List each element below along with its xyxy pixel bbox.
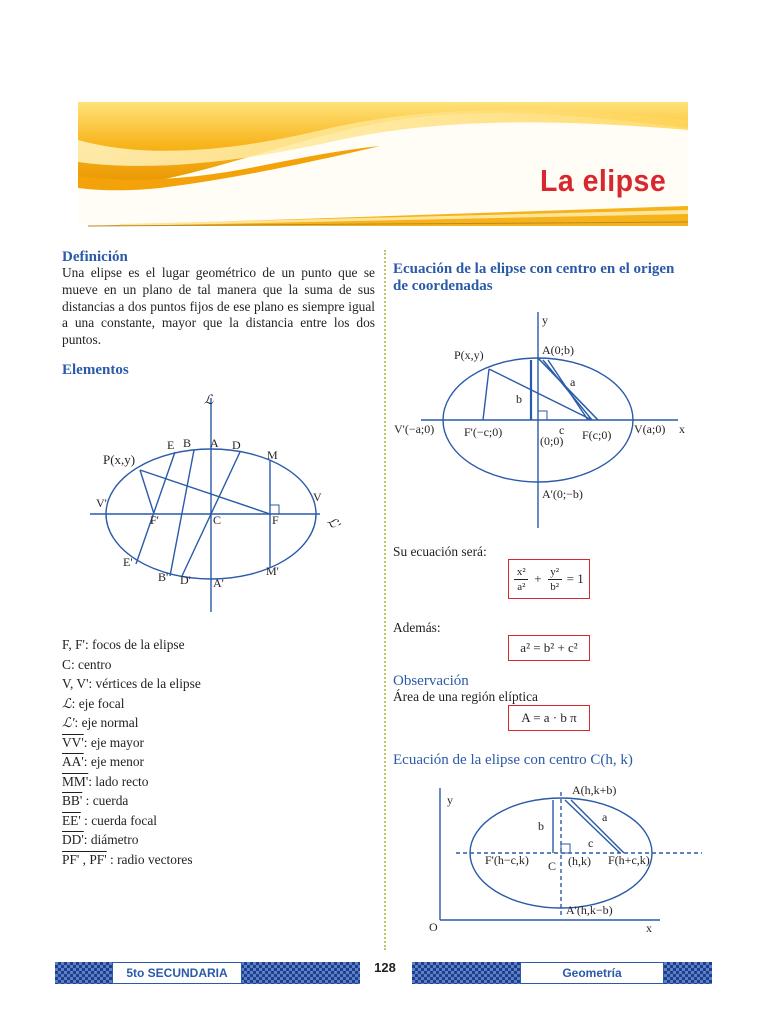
observation-text: Área de una región elíptica [393, 689, 538, 704]
list-item: C: centro [62, 656, 112, 672]
label-c-center: C [548, 859, 557, 873]
label-a-prime: A' [213, 576, 224, 590]
relation-box: a² = b² + c² [508, 635, 590, 661]
label-hk: (h,k) [568, 854, 591, 868]
eq-b-den: b² [550, 580, 560, 593]
label-a: a [602, 810, 608, 824]
label-x: x [679, 422, 685, 436]
label-f-left: F' [150, 513, 159, 527]
label-b: b [516, 392, 522, 406]
label-l-normal: ℒ' [324, 513, 344, 533]
eq-equals: = 1 [566, 571, 584, 586]
list-item: EE' : cuerda focal [62, 812, 157, 828]
label-c-small: c [588, 836, 594, 850]
ellipse-elements-diagram [80, 390, 370, 620]
label-f-right: F(c;0) [582, 428, 612, 442]
radius-pf-prime [483, 369, 489, 420]
label-f-left: F'(−c;0) [464, 425, 503, 439]
elements-heading: Elementos [62, 362, 129, 378]
right-angle-mark [561, 844, 570, 853]
definition-heading: Definición [62, 249, 128, 265]
label-v-right: V(a;0) [634, 422, 666, 436]
label-c: c [559, 423, 565, 437]
list-item: MM': lado recto [62, 773, 149, 789]
label-a-top: A(0;b) [542, 343, 574, 357]
eq-x-num: x² [516, 565, 526, 578]
list-item: V, V': vértices de la elipse [62, 676, 201, 691]
list-item: DD': diámetro [62, 832, 139, 847]
eq-plus: + [534, 571, 542, 586]
ellipse-center-diagram [420, 778, 710, 938]
label-x: x [646, 921, 652, 935]
radius-pf-prime [140, 470, 154, 514]
page-title: La elipse [540, 163, 667, 198]
list-item: F, F': focos de la elipse [62, 637, 185, 652]
center-equation-heading: Ecuación de la elipse con centro C(h, k) [393, 752, 633, 768]
label-origin: (0;0) [540, 434, 564, 448]
origin-equation-heading: Ecuación de la elipse con centro en el origen de coordenadas [393, 261, 675, 294]
label-a-bottom: A'(h,k−b) [566, 903, 613, 917]
label-v-left: V' [96, 496, 107, 510]
ellipse-origin-diagram [393, 308, 703, 533]
definition-text: Una elipse es el lugar geométrico de un punto que se mueve en un plano de tal manera que la suma de sus distancias a dos puntos fijos de ese plano es siempre igual a una constante, mayor que la distancia entre los dos puntos. [62, 265, 375, 348]
list-item: ℒ: eje focal [62, 695, 125, 711]
label-p: P(x,y) [454, 348, 484, 362]
label-a-bottom: A'(0;−b) [542, 487, 583, 501]
label-o: O [429, 920, 438, 934]
label-d-prime: D' [180, 573, 191, 587]
label-y: y [447, 793, 453, 807]
label-e-prime: E' [123, 555, 133, 569]
label-p: P(x,y) [103, 452, 136, 467]
ademas-label: Además: [393, 620, 441, 635]
equation-label: Su ecuación será: [393, 544, 487, 559]
radius-pf [140, 470, 270, 514]
page-number: 128 [374, 960, 396, 975]
list-item: PF' , PF' : radio vectores [62, 851, 193, 867]
label-v-right: V [313, 490, 322, 504]
elements-list [62, 637, 201, 868]
label-a: a [570, 375, 576, 389]
chord-ee [136, 452, 175, 564]
ellipse-equation-box [508, 559, 590, 599]
label-b: b [538, 819, 544, 833]
list-item: ℒ': eje normal [62, 715, 139, 730]
header-banner [0, 0, 768, 240]
area-formula-box: A = a · b π [508, 705, 590, 731]
label-b: B [183, 436, 192, 450]
eq-a-den: a² [517, 580, 526, 593]
label-a-top: A(h,k+b) [572, 783, 617, 797]
label-c: C [213, 513, 222, 527]
eq-y-num: y² [550, 565, 560, 578]
label-e: E [167, 438, 175, 452]
right-angle-mark [538, 411, 547, 420]
label-a: A [210, 436, 219, 450]
label-v-left: V'(−a;0) [394, 422, 435, 436]
label-d: D [232, 438, 241, 452]
footer-grade-label: 5to SECUNDARIA [112, 962, 242, 984]
label-m: M [267, 448, 278, 462]
label-f-left: F'(h−c,k) [485, 853, 529, 867]
list-item: VV': eje mayor [62, 734, 144, 750]
label-l-focal: ℒ [204, 392, 214, 407]
radius-pf [489, 369, 592, 420]
label-f-right: F(h+c,k) [608, 853, 650, 867]
list-item: AA': eje menor [62, 754, 144, 769]
footer-subject-label: Geometría [520, 962, 664, 984]
label-m-prime: M' [266, 564, 279, 578]
label-b-prime: B' [158, 570, 169, 584]
label-y: y [542, 313, 548, 327]
label-f-right: F [272, 513, 279, 527]
observation-heading: Observación [393, 673, 469, 689]
column-divider [384, 250, 386, 950]
list-item: BB' : cuerda [62, 793, 129, 808]
